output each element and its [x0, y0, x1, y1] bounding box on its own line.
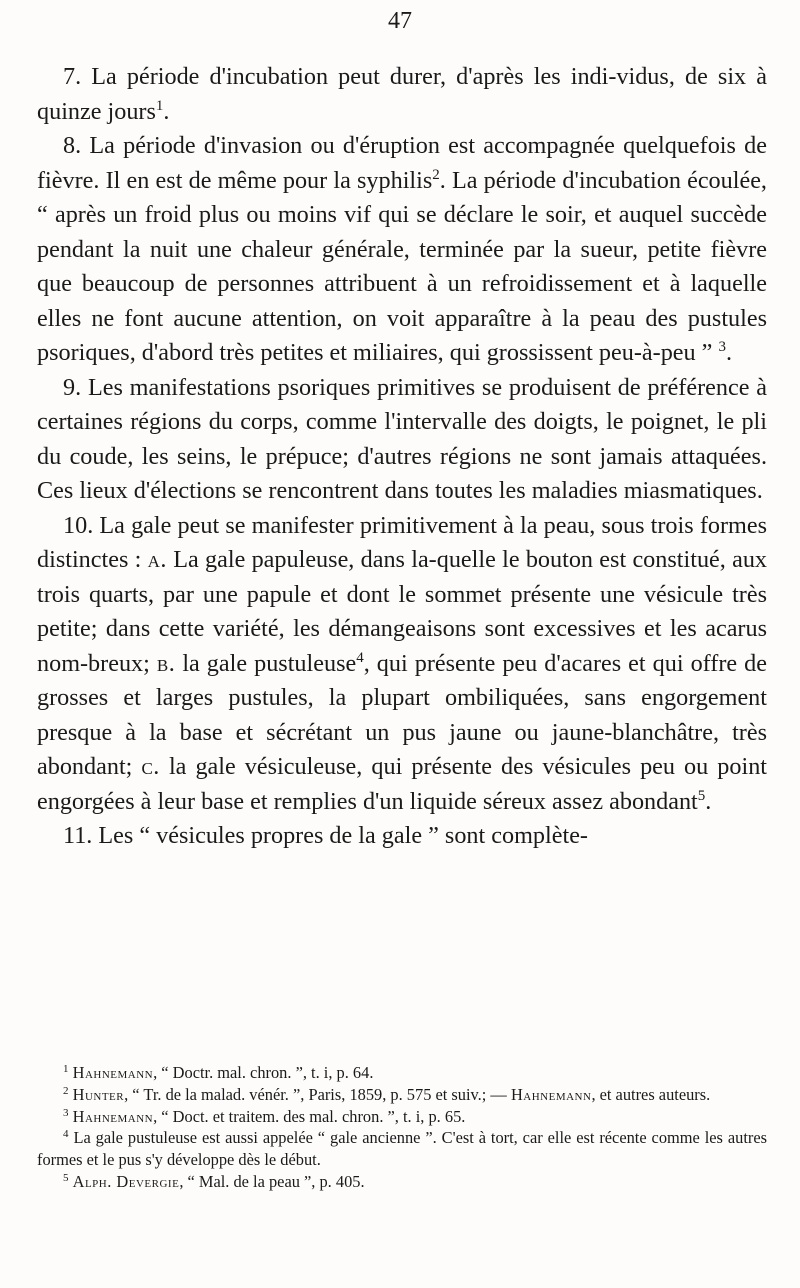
- footnote-text-2: , et autres auteurs.: [591, 1084, 711, 1104]
- footnote-author: Hunter: [72, 1084, 125, 1104]
- paragraph-7-end: .: [163, 97, 170, 125]
- footnote-text: , “ Tr. de la malad. vénér. ”, Paris, 1859, p. 575 et suiv.; —: [124, 1084, 507, 1104]
- list-letter-a: a.: [147, 546, 167, 573]
- paragraph-8-text-a: 8. La période d'invasion ou d'éruption est accompagnée quelquefois de fièvre. Il en est de même pour la syphilis: [37, 132, 767, 194]
- footnote-ref-1: 1: [155, 97, 164, 114]
- paragraph-10: [37, 509, 767, 820]
- footnote-5: [37, 1171, 767, 1193]
- footnote-ref-2: 2: [432, 166, 440, 183]
- paragraph-10-text-d: , qui présente peu d'acares et qui offre de grosses et larges pustules, la plupart ombiliquées, sans engorgement presque à la base et sécrétant un pus jaune ou jaune-blanchâtre, très abondant;: [37, 649, 767, 780]
- footnote-number: 5: [63, 1171, 69, 1184]
- footnote-author-2: Hahnemann: [510, 1084, 592, 1104]
- footnote-4: [37, 1127, 767, 1171]
- footnote-number: 4: [63, 1128, 69, 1141]
- paragraph-10-text-c: la gale pustuleuse: [182, 649, 357, 677]
- list-letter-c: c.: [141, 753, 160, 780]
- paragraph-10-text-b: La gale papuleuse, dans la-quelle le bouton est constitué, aux trois quarts, par une papule et dont le sommet présente une vésicule très petite; dans cette variété, les démangeaisons sont excessives et les acarus nom-breux;: [37, 546, 768, 677]
- paragraph-9: 9. Les manifestations psoriques primitives se produisent de préférence à certaines régions du corps, comme l'intervalle des doigts, le poignet, le pli du coude, les seins, le prépuce; d'autres régions ne sont jamais attaquées. Ces lieux d'élections se rencontrent dans toutes les maladies miasmatiques.: [37, 373, 767, 504]
- footnote-text: , “ Mal. de la peau ”, p. 405.: [179, 1171, 365, 1191]
- paragraph-7-text: 7. La période d'incubation peut durer, d'après les indi-vidus, de six à quinze jours: [37, 63, 767, 125]
- paragraph-8: [37, 129, 767, 371]
- footnotes: [37, 1062, 767, 1193]
- main-text: [37, 60, 767, 854]
- footnote-number: 3: [63, 1106, 69, 1119]
- paragraph-8-text-b: . La période d'incubation écoulée, “ après un froid plus ou moins vif qui se déclare le soir, et auquel succède pendant la nuit une chaleur générale, terminée par la sueur, petite fièvre que beaucoup de personnes attribuent à un refroidissement et à laquelle elles ne font aucune attention, on voit apparaître à la peau des pustules psoriques, d'abord très petites et miliaires, qui grossissent peu-à-peu ”: [37, 166, 767, 366]
- footnote-ref-3: 3: [718, 339, 726, 355]
- footnote-text: , “ Doctr. mal. chron. ”, t. i, p. 64.: [153, 1063, 374, 1082]
- footnote-number: 2: [63, 1084, 69, 1097]
- footnote-ref-4: 4: [356, 649, 364, 666]
- paragraph-10-end: .: [705, 787, 712, 815]
- paragraph-8-end: .: [725, 339, 732, 366]
- footnote-ref-5: 5: [697, 787, 706, 804]
- footnote-text: , “ Doct. et traitem. des mal. chron. ”, t. i, p. 65.: [153, 1106, 466, 1126]
- page-number: 47: [388, 8, 412, 34]
- footnote-2: [37, 1084, 767, 1106]
- footnote-number: 1: [63, 1063, 69, 1075]
- footnote-author: Hahnemann: [72, 1106, 154, 1126]
- footnote-text: La gale pustuleuse est aussi appelée “ gale ancienne ”. C'est à tort, car elle est récente comme les autres formes et le pus s'y développe dès le début.: [37, 1128, 767, 1170]
- paragraph-7: [37, 60, 767, 129]
- footnote-3: [37, 1106, 767, 1128]
- footnote-author: Alph. Devergie: [72, 1171, 180, 1191]
- paragraph-10-text-a: 10. La gale peut se manifester primitivement à la peau, sous trois formes distinctes :: [37, 511, 767, 573]
- footnote-1: [37, 1062, 767, 1084]
- paragraph-10-text-e: la gale vésiculeuse, qui présente des vésicules peu ou point engorgées à leur base et remplies d'un liquide séreux assez abondant: [37, 753, 768, 815]
- footnote-author: Hahnemann: [72, 1063, 154, 1082]
- paragraph-11: 11. Les “ vésicules propres de la gale ” sont complète-: [63, 822, 588, 849]
- list-letter-b: b.: [156, 649, 176, 677]
